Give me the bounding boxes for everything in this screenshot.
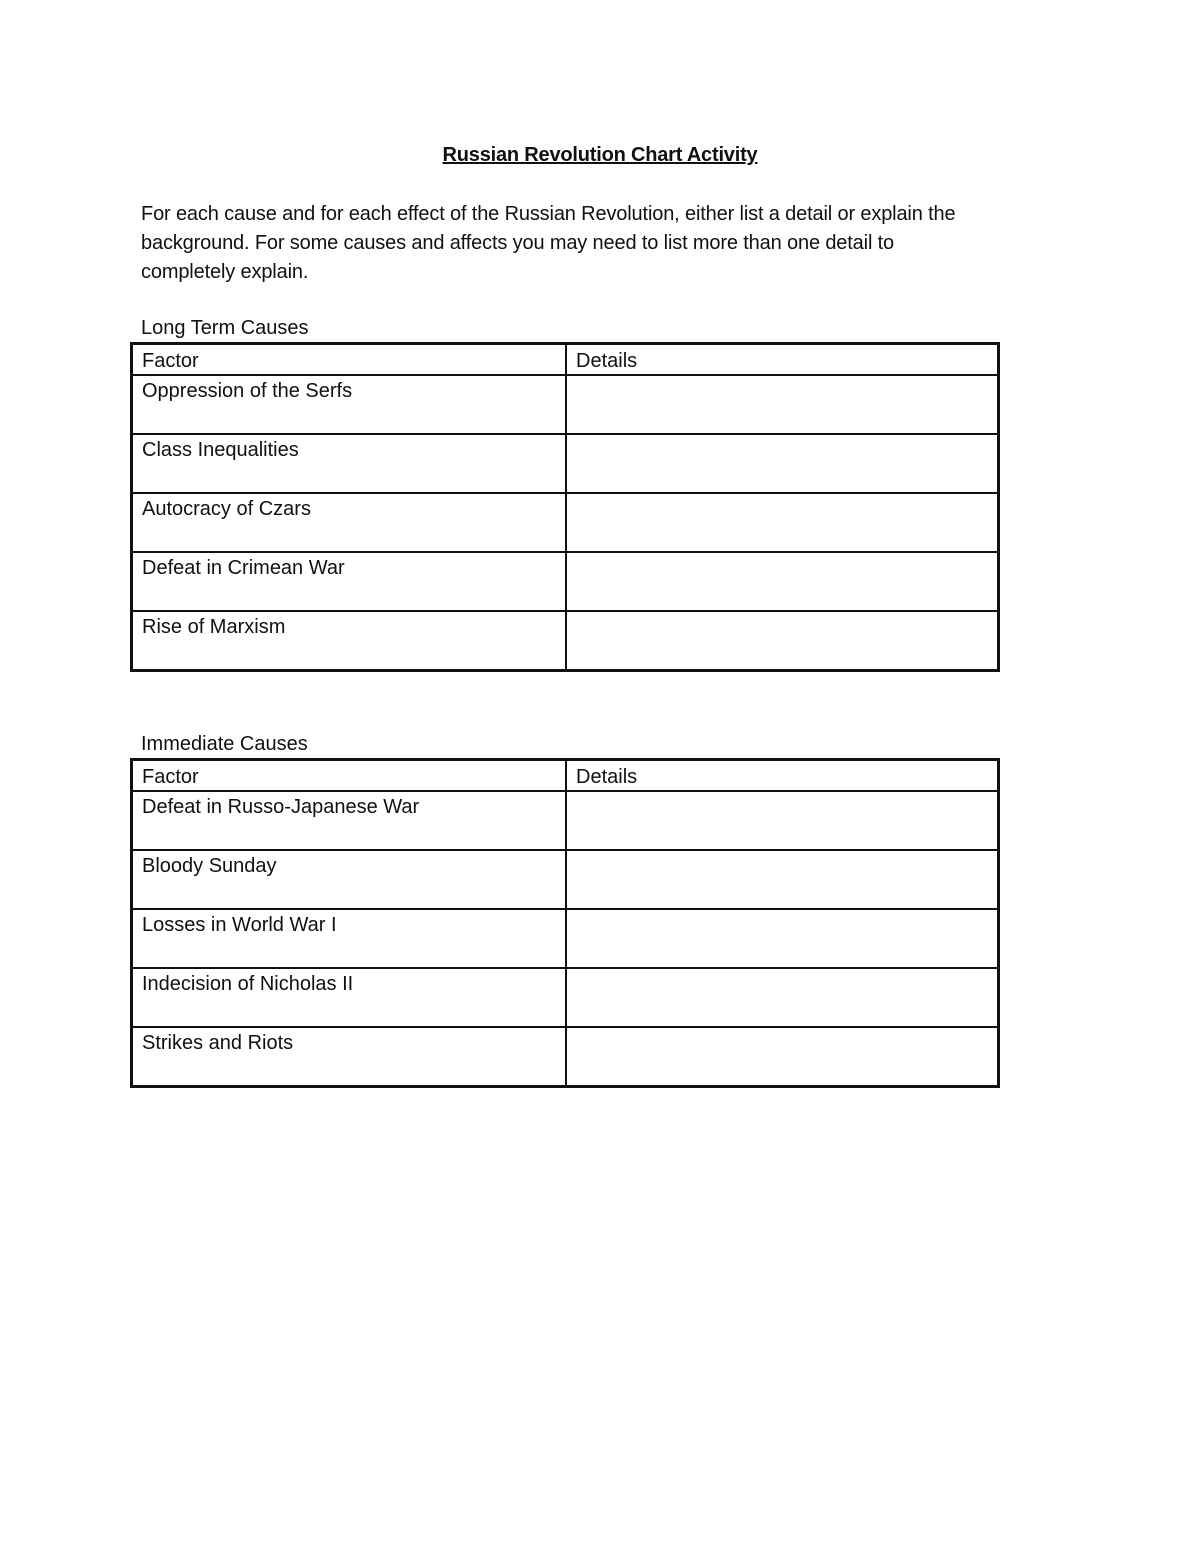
details-cell[interactable]	[567, 910, 997, 967]
details-cell[interactable]	[567, 612, 997, 670]
factor-cell: Rise of Marxism	[133, 612, 567, 670]
table-row	[133, 792, 997, 851]
table-header-row	[133, 761, 997, 792]
table-row	[133, 494, 997, 553]
table-row	[133, 553, 997, 612]
details-cell[interactable]	[567, 1028, 997, 1086]
factor-cell: Bloody Sunday	[133, 851, 567, 908]
factor-cell: Class Inequalities	[133, 435, 567, 492]
factor-cell: Oppression of the Serfs	[133, 376, 567, 433]
factor-cell: Losses in World War I	[133, 910, 567, 967]
factor-cell: Defeat in Crimean War	[133, 553, 567, 610]
factor-cell: Autocracy of Czars	[133, 494, 567, 551]
instructions-line: For each cause and for each effect of the Russian Revolution, either list a detail or explain the	[141, 203, 956, 225]
details-column-header: Details	[576, 766, 638, 788]
details-cell[interactable]	[567, 435, 997, 492]
details-cell[interactable]	[567, 792, 997, 849]
details-column-header: Details	[576, 350, 638, 372]
table-row	[133, 910, 997, 969]
table-row	[133, 435, 997, 494]
table-row	[133, 376, 997, 435]
details-cell[interactable]	[567, 376, 997, 433]
immediate-causes-heading: Immediate Causes	[141, 733, 308, 755]
factor-cell: Defeat in Russo-Japanese War	[133, 792, 567, 849]
table-row	[133, 969, 997, 1028]
details-cell[interactable]	[567, 851, 997, 908]
details-cell[interactable]	[567, 553, 997, 610]
factor-column-header: Factor	[133, 761, 567, 790]
factor-column-header: Factor	[133, 345, 567, 374]
long-term-causes-heading: Long Term Causes	[141, 317, 309, 339]
instructions-line: completely explain.	[141, 261, 309, 283]
immediate-causes-table	[130, 758, 1000, 1088]
factor-cell: Strikes and Riots	[133, 1028, 567, 1086]
details-cell[interactable]	[567, 494, 997, 551]
table-row	[133, 612, 997, 670]
page-title: Russian Revolution Chart Activity	[442, 144, 758, 166]
long-term-causes-table	[130, 342, 1000, 672]
table-row	[133, 1028, 997, 1086]
instructions-line: background. For some causes and affects you may need to list more than one detail to	[141, 232, 895, 254]
details-cell[interactable]	[567, 969, 997, 1026]
table-header-row	[133, 345, 997, 376]
factor-cell: Indecision of Nicholas II	[133, 969, 567, 1026]
table-row	[133, 851, 997, 910]
instructions	[141, 200, 1051, 287]
